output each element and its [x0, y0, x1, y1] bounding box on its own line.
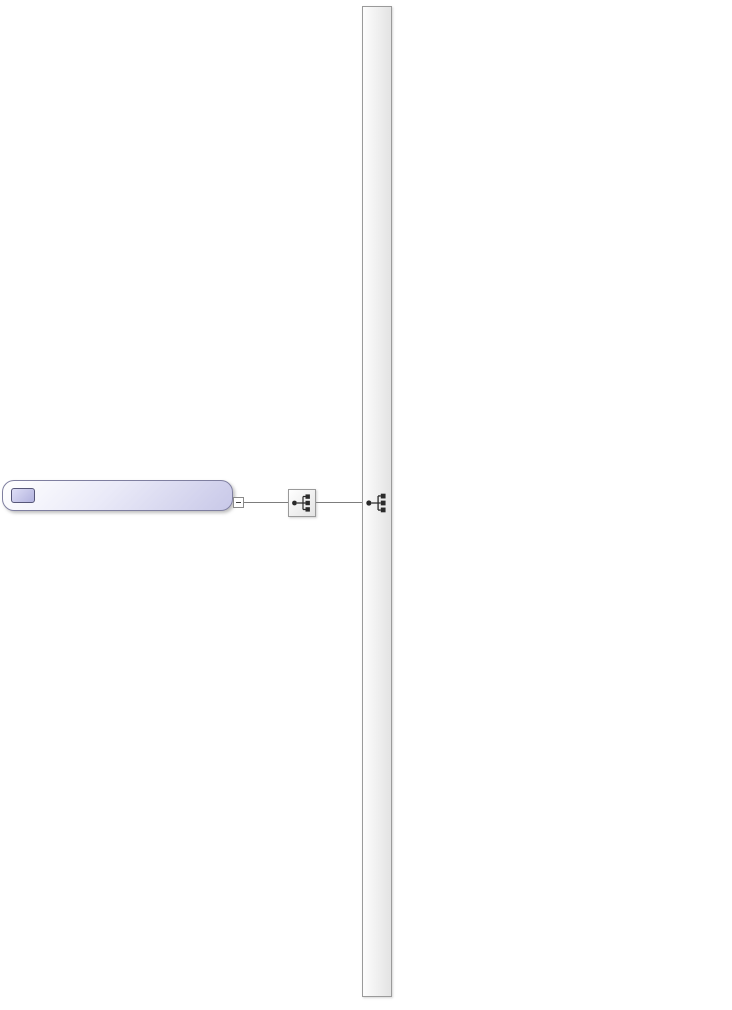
collapse-toggle[interactable]	[233, 497, 244, 508]
connector-line	[316, 502, 362, 503]
choice-compositor-icon[interactable]	[364, 490, 390, 516]
sequence-compositor-icon[interactable]	[288, 489, 316, 517]
model-group-glyph	[290, 491, 314, 515]
minus-icon	[236, 502, 241, 503]
root-complextype-node[interactable]	[2, 480, 233, 511]
connector-line	[244, 502, 288, 503]
complextype-badge	[11, 488, 35, 503]
